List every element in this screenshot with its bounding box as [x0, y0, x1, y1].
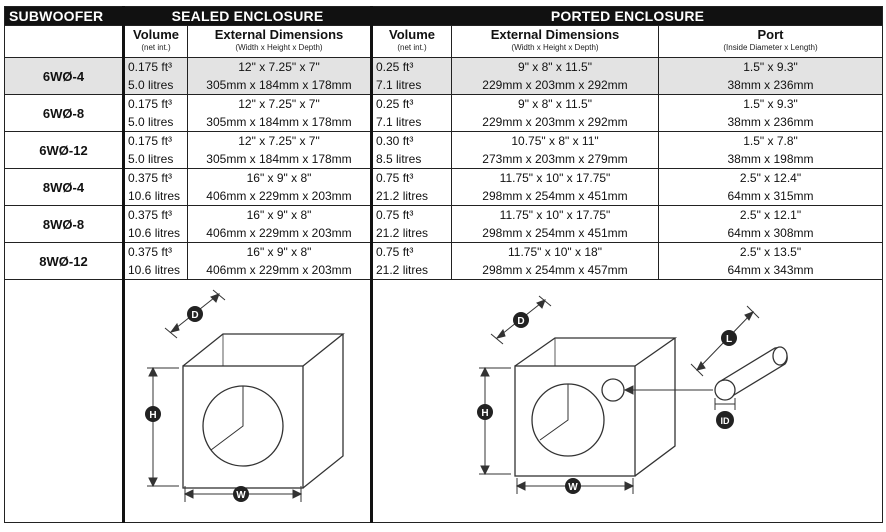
- sealed-dim-in: 12" x 7.25" x 7": [238, 97, 320, 111]
- sealed-volume-l: 5.0 litres: [128, 78, 174, 92]
- height-label: H: [481, 408, 489, 419]
- model-name: 6WØ-4: [5, 58, 124, 95]
- port-in: 1.5" x 9.3": [743, 97, 798, 111]
- sealed-dimensions: [188, 243, 372, 280]
- sealed-enclosure-diagram: [125, 280, 373, 517]
- width-label: W: [568, 482, 578, 493]
- ported-volume: [372, 243, 452, 280]
- ported-dimensions: [452, 243, 659, 280]
- ported-volume-ft: 0.75 ft³: [376, 245, 414, 259]
- ported-volume-l: 7.1 litres: [376, 115, 422, 129]
- sealed-volume-l: 10.6 litres: [128, 189, 181, 203]
- ported-volume: [372, 95, 452, 132]
- ported-dim-mm: 229mm x 203mm x 292mm: [482, 115, 628, 129]
- depth-badge: [187, 306, 203, 322]
- sealed-volume-note: (net int.): [141, 43, 171, 52]
- sealed-volume-ft: 0.175 ft³: [128, 97, 173, 111]
- width-badge: [233, 486, 249, 502]
- ported-volume: [372, 169, 452, 206]
- height-badge: [477, 404, 493, 420]
- sealed-volume: [124, 206, 188, 243]
- inside-diameter-badge: [716, 411, 734, 429]
- subheader-sealed-volume: [124, 26, 188, 58]
- ported-dim-mm: 298mm x 254mm x 451mm: [482, 226, 628, 240]
- length-label: L: [725, 334, 733, 345]
- ported-dimensions-label: External Dimensions: [490, 27, 620, 42]
- ported-dim-in: 11.75" x 10" x 17.75": [499, 171, 611, 185]
- depth-label: D: [517, 316, 525, 327]
- height-badge: [145, 406, 161, 422]
- port-mm: 38mm x 236mm: [727, 115, 814, 129]
- length-badge: [721, 330, 737, 346]
- table-row: [5, 206, 883, 243]
- sealed-dim-mm: 406mm x 229mm x 203mm: [206, 226, 352, 240]
- subheader-row: [5, 26, 883, 58]
- port-in: 1.5" x 7.8": [743, 134, 798, 148]
- sealed-dim-mm: 305mm x 184mm x 178mm: [206, 152, 352, 166]
- subheader-blank: [5, 26, 124, 58]
- enclosure-spec-sheet: [4, 6, 882, 530]
- table-row: [5, 95, 883, 132]
- table-row: [5, 169, 883, 206]
- sealed-volume-l: 10.6 litres: [128, 226, 181, 240]
- header-row: [5, 7, 883, 26]
- subheader-port: [659, 26, 883, 58]
- ported-dimensions: [452, 58, 659, 95]
- sealed-dimensions-label: External Dimensions: [214, 27, 344, 42]
- sealed-volume-l: 5.0 litres: [128, 115, 174, 129]
- port-size: [659, 95, 883, 132]
- sealed-dim-mm: 406mm x 229mm x 203mm: [206, 263, 352, 277]
- subheader-sealed-dimensions: [188, 26, 372, 58]
- ported-dim-mm: 273mm x 203mm x 279mm: [482, 152, 628, 166]
- ported-volume-l: 7.1 litres: [376, 78, 422, 92]
- sealed-dim-in: 16" x 9" x 8": [246, 208, 312, 222]
- diagram-blank: [5, 280, 124, 523]
- sealed-volume: [124, 58, 188, 95]
- port-mm: 38mm x 236mm: [727, 78, 814, 92]
- sealed-dimensions: [188, 206, 372, 243]
- ported-dimensions: [452, 206, 659, 243]
- ported-volume-note: (net int.): [397, 43, 427, 52]
- ported-volume-ft: 0.25 ft³: [376, 97, 414, 111]
- depth-badge: [513, 312, 529, 328]
- model-name: 8WØ-4: [5, 169, 124, 206]
- port-mm: 38mm x 198mm: [727, 152, 814, 166]
- ported-volume: [372, 58, 452, 95]
- ported-volume-l: 8.5 litres: [376, 152, 422, 166]
- port-size: [659, 206, 883, 243]
- ported-volume-ft: 0.25 ft³: [376, 60, 414, 74]
- port-mm: 64mm x 308mm: [727, 226, 814, 240]
- port-label: Port: [757, 27, 784, 42]
- ported-dim-in: 10.75" x 8" x 11": [511, 134, 599, 148]
- sealed-volume: [124, 243, 188, 280]
- ported-dimensions-note: (Width x Height x Depth): [511, 43, 599, 52]
- sealed-dim-in: 12" x 7.25" x 7": [238, 134, 320, 148]
- sealed-volume-ft: 0.175 ft³: [128, 134, 173, 148]
- sealed-volume-ft: 0.375 ft³: [128, 171, 173, 185]
- sealed-dim-in: 12" x 7.25" x 7": [238, 60, 320, 74]
- port-size: [659, 169, 883, 206]
- ported-enclosure-diagram: [373, 280, 863, 517]
- port-size: [659, 132, 883, 169]
- sealed-volume: [124, 132, 188, 169]
- sealed-dim-mm: 305mm x 184mm x 178mm: [206, 115, 352, 129]
- height-label: H: [149, 410, 157, 421]
- enclosure-table: [4, 6, 883, 523]
- ported-dimensions: [452, 132, 659, 169]
- width-label: W: [236, 490, 246, 501]
- diagram-row: [5, 280, 883, 523]
- sealed-dim-mm: 406mm x 229mm x 203mm: [206, 189, 352, 203]
- header-ported-enclosure: PORTED ENCLOSURE: [372, 7, 883, 26]
- ported-volume-l: 21.2 litres: [376, 189, 429, 203]
- sealed-volume-label: Volume: [133, 27, 179, 42]
- subheader-ported-volume: [372, 26, 452, 58]
- port-in: 2.5" x 13.5": [739, 245, 802, 259]
- ported-dim-mm: 298mm x 254mm x 451mm: [482, 189, 628, 203]
- port-in: 2.5" x 12.1": [739, 208, 802, 222]
- port-size: [659, 243, 883, 280]
- model-name: 6WØ-8: [5, 95, 124, 132]
- width-badge: [565, 478, 581, 494]
- ported-volume: [372, 206, 452, 243]
- ported-dim-mm: 298mm x 254mm x 457mm: [482, 263, 628, 277]
- port-size: [659, 58, 883, 95]
- ported-volume-label: Volume: [389, 27, 435, 42]
- port-mm: 64mm x 315mm: [727, 189, 814, 203]
- ported-dim-in: 11.75" x 10" x 18": [508, 245, 602, 259]
- sealed-dim-mm: 305mm x 184mm x 178mm: [206, 78, 352, 92]
- model-name: 8WØ-12: [5, 243, 124, 280]
- sealed-dimensions: [188, 169, 372, 206]
- ported-volume-l: 21.2 litres: [376, 226, 429, 240]
- ported-dim-in: 11.75" x 10" x 17.75": [499, 208, 611, 222]
- sealed-volume-ft: 0.175 ft³: [128, 60, 173, 74]
- inside-diameter-label: ID: [720, 416, 730, 426]
- ported-volume-ft: 0.75 ft³: [376, 208, 414, 222]
- ported-dimensions: [452, 169, 659, 206]
- sealed-volume-l: 5.0 litres: [128, 152, 174, 166]
- sealed-diagram-cell: [124, 280, 372, 523]
- table-row: [5, 243, 883, 280]
- sealed-volume-l: 10.6 litres: [128, 263, 181, 277]
- ported-volume-l: 21.2 litres: [376, 263, 429, 277]
- table-row: [5, 132, 883, 169]
- ported-dim-in: 9" x 8" x 11.5": [518, 97, 592, 111]
- sealed-dimensions-note: (Width x Height x Depth): [235, 43, 323, 52]
- ported-volume-ft: 0.30 ft³: [376, 134, 414, 148]
- sealed-dimensions: [188, 132, 372, 169]
- sealed-dim-in: 16" x 9" x 8": [246, 245, 312, 259]
- ported-diagram-cell: [372, 280, 883, 523]
- header-sealed-enclosure: SEALED ENCLOSURE: [124, 7, 372, 26]
- ported-volume-ft: 0.75 ft³: [376, 171, 414, 185]
- ported-dim-in: 9" x 8" x 11.5": [518, 60, 592, 74]
- table-row: [5, 58, 883, 95]
- sealed-volume: [124, 95, 188, 132]
- port-note: (Inside Diameter x Length): [723, 43, 818, 52]
- port-in: 1.5" x 9.3": [743, 60, 798, 74]
- sealed-dim-in: 16" x 9" x 8": [246, 171, 312, 185]
- port-in: 2.5" x 12.4": [739, 171, 802, 185]
- port-mm: 64mm x 343mm: [727, 263, 814, 277]
- sealed-dimensions: [188, 95, 372, 132]
- header-subwoofer: SUBWOOFER: [5, 7, 124, 26]
- sealed-volume-ft: 0.375 ft³: [128, 208, 173, 222]
- ported-volume: [372, 132, 452, 169]
- sealed-volume-ft: 0.375 ft³: [128, 245, 173, 259]
- ported-dim-mm: 229mm x 203mm x 292mm: [482, 78, 628, 92]
- subheader-ported-dimensions: [452, 26, 659, 58]
- depth-label: D: [191, 310, 199, 321]
- model-name: 8WØ-8: [5, 206, 124, 243]
- ported-dimensions: [452, 95, 659, 132]
- sealed-dimensions: [188, 58, 372, 95]
- model-name: 6WØ-12: [5, 132, 124, 169]
- sealed-volume: [124, 169, 188, 206]
